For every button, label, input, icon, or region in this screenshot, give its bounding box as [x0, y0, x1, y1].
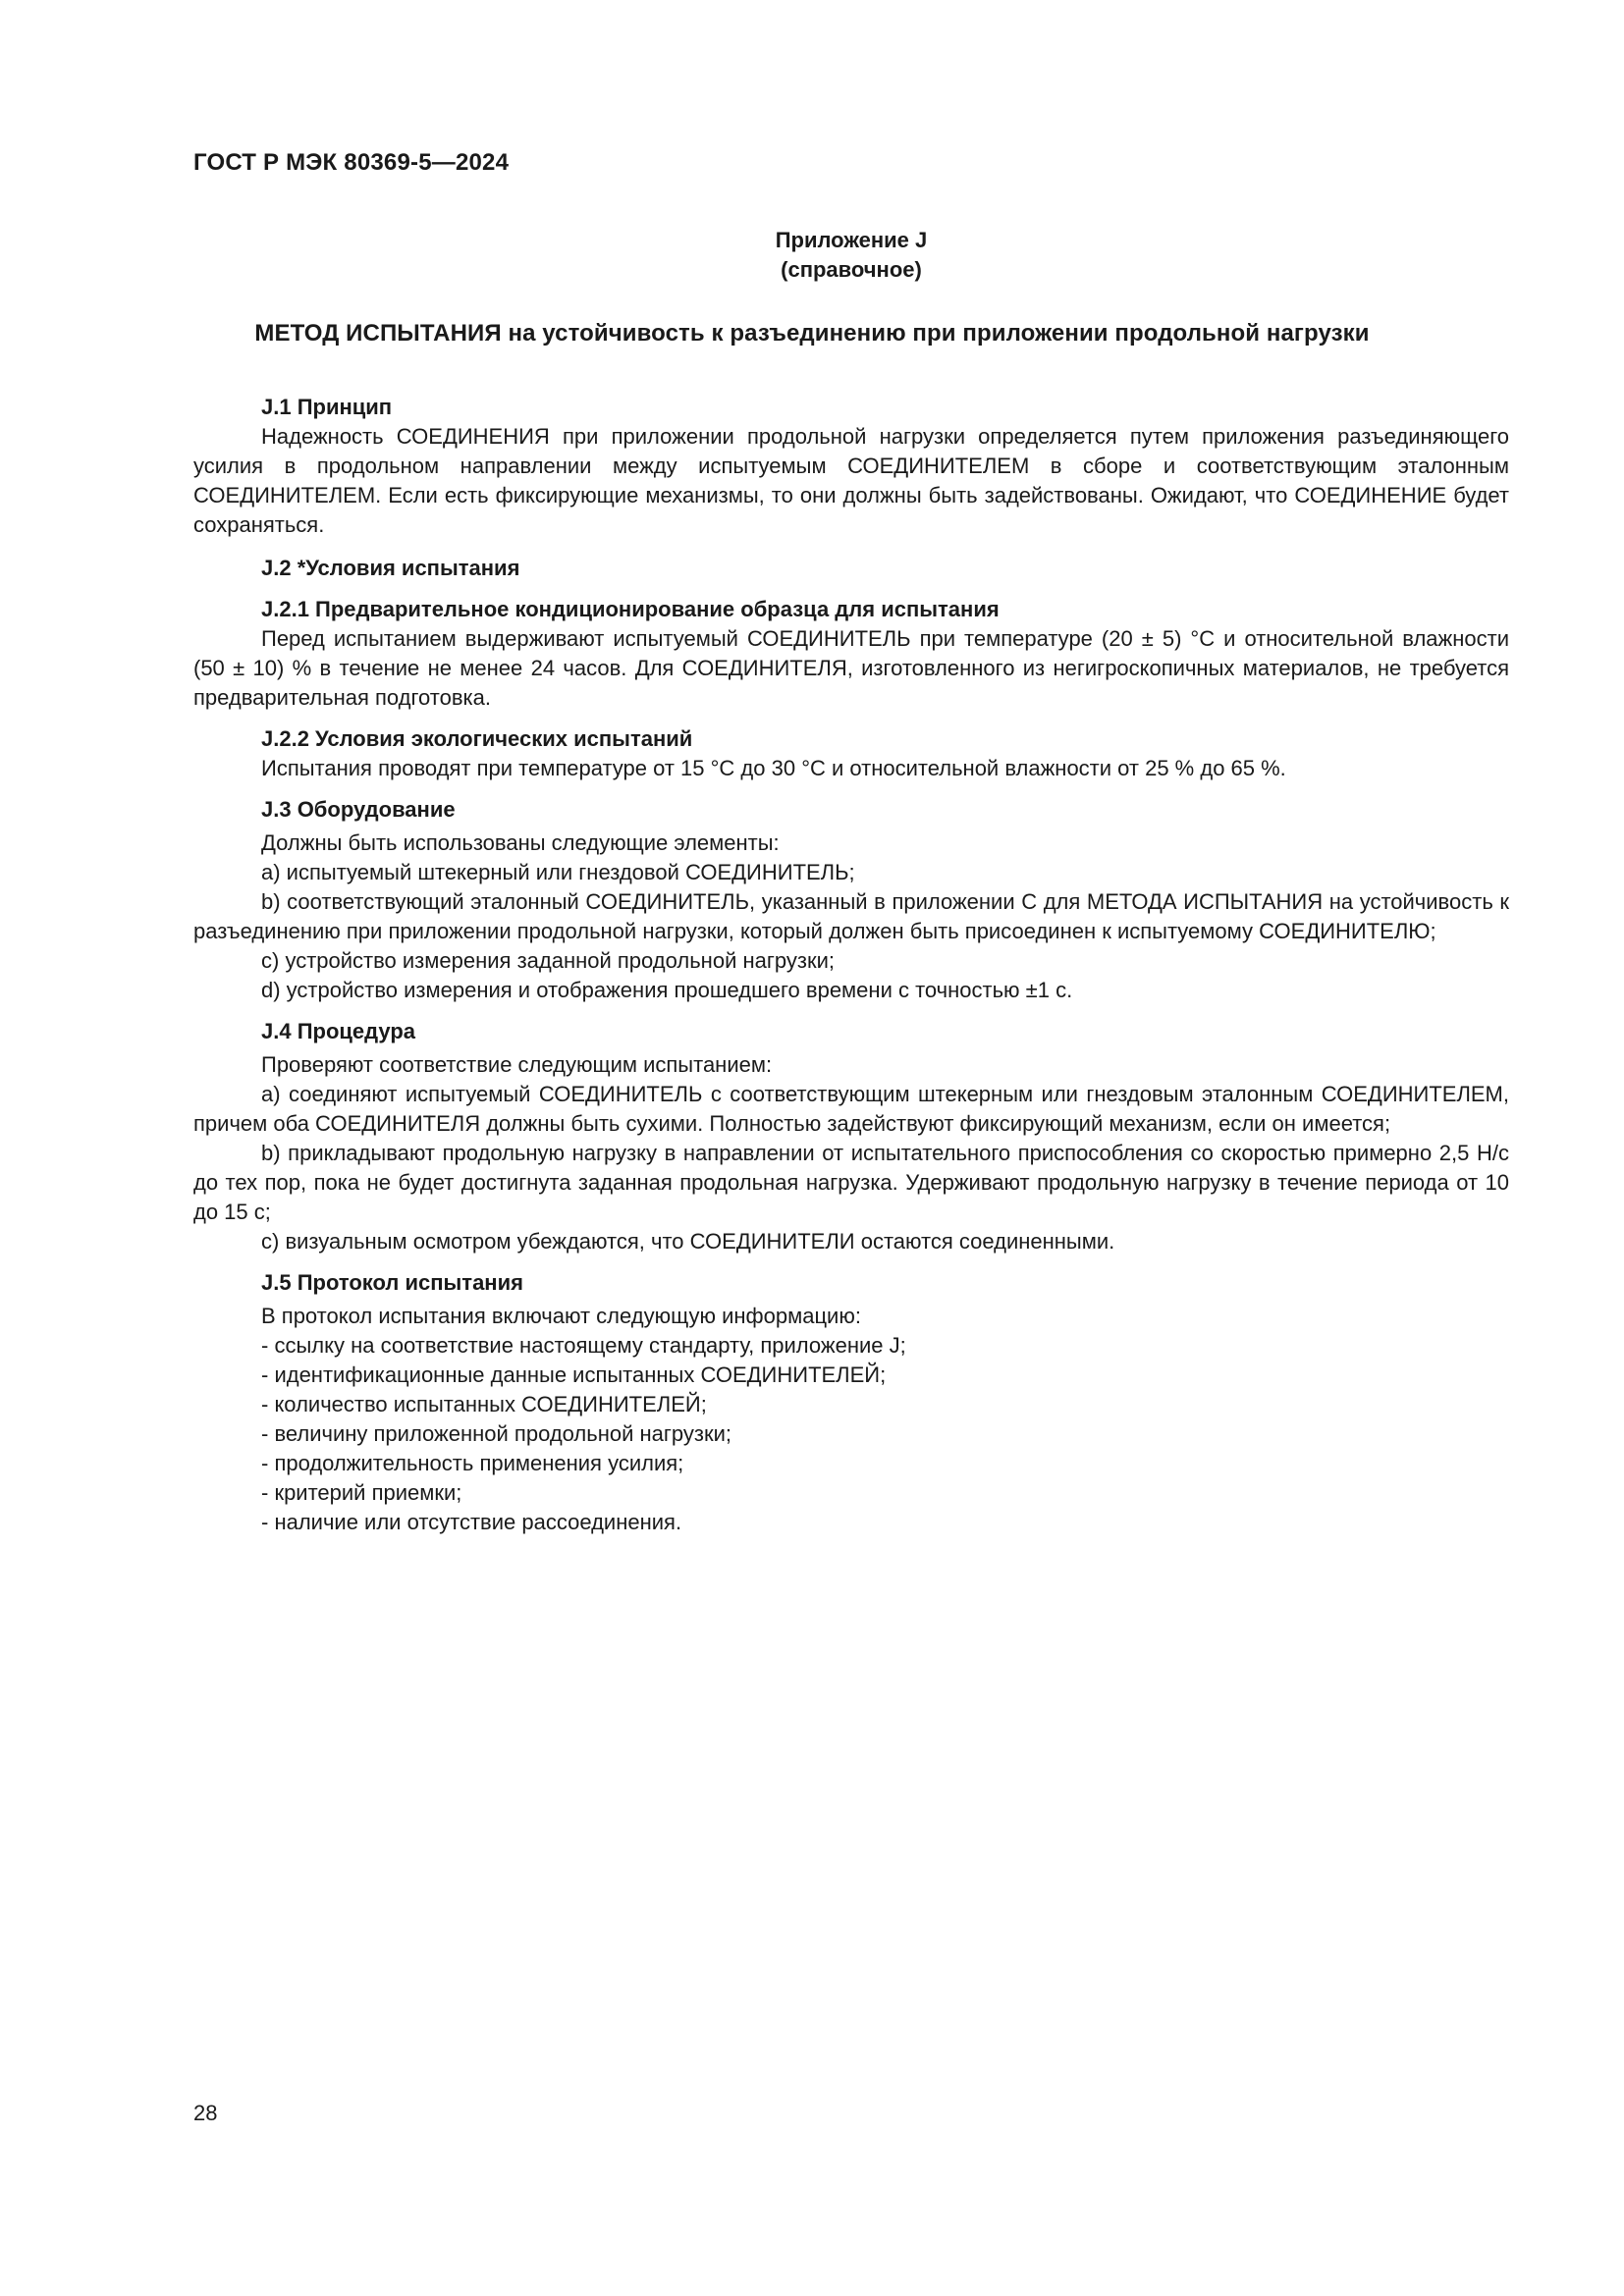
- list-item: a) соединяют испытуемый СОЕДИНИТЕЛЬ с соответствующим штекерным или гнездовым эталонным СОЕДИНИТЕЛЕМ, причем оба СОЕДИНИТЕЛЯ должны быть сухими. Полностью задействуют фиксирующий механизм, если он имеется;: [193, 1082, 1509, 1136]
- list-item: c) визуальным осмотром убеждаются, что СОЕДИНИТЕЛИ остаются соединенными.: [261, 1229, 1115, 1254]
- section-heading-j3: J.3 Оборудование: [261, 797, 456, 822]
- section-heading-j5: J.5 Протокол испытания: [261, 1270, 523, 1295]
- list-item: a) испытуемый штекерный или гнездовой СОЕДИНИТЕЛЬ;: [261, 860, 855, 884]
- list-item: - величину приложенной продольной нагрузки;: [261, 1421, 732, 1446]
- list-item: b) соответствующий эталонный СОЕДИНИТЕЛЬ, указанный в приложении С для МЕТОДА ИСПЫТАНИЯ на устойчивость к разъединению при приложении продольной нагрузки, который должен быть присоединен к испытуемому СОЕДИНИТЕЛЮ;: [193, 889, 1509, 943]
- section-intro-j5: В протокол испытания включают следующую информацию:: [261, 1304, 861, 1328]
- section-heading-j2: J.2 *Условия испытания: [261, 556, 520, 580]
- list-item: - ссылку на соответствие настоящему стандарту, приложение J;: [261, 1333, 906, 1358]
- list-item: b) прикладывают продольную нагрузку в направлении от испытательного приспособления со скоростью примерно 2,5 Н/с до тех пор, пока не будет достигнута заданная продольная нагрузка. Удерживают продольную нагрузку в течение периода от 10 до 15 с;: [193, 1141, 1509, 1224]
- section-intro-j3: Должны быть использованы следующие элементы:: [261, 830, 780, 855]
- section-heading-j22: J.2.2 Условия экологических испытаний: [261, 726, 693, 751]
- section-text-j1: Надежность СОЕДИНЕНИЯ при приложении продольной нагрузки определяется путем приложения разъединяющего усилия в продольном направлении между испытуемым СОЕДИНИТЕЛЕМ в сборе и соответствующим эталонным СОЕДИНИТЕЛЕМ. Если есть фиксирующие механизмы, то они должны быть задействованы. Ожидают, что СОЕДИНЕНИЕ будет сохраняться.: [193, 424, 1509, 537]
- section-heading-j21: J.2.1 Предварительное кондиционирование образца для испытания: [261, 597, 1000, 621]
- list-item: - количество испытанных СОЕДИНИТЕЛЕЙ;: [261, 1392, 707, 1416]
- list-item: - критерий приемки;: [261, 1480, 462, 1505]
- annex-label: Приложение J: [775, 228, 928, 252]
- annex-type: (справочное): [781, 257, 922, 282]
- list-item: - идентификационные данные испытанных СОЕДИНИТЕЛЕЙ;: [261, 1362, 887, 1387]
- document-body: [193, 393, 1509, 1537]
- section-text-j21: Перед испытанием выдерживают испытуемый СОЕДИНИТЕЛЬ при температуре (20 ± 5) °С и относительной влажности (50 ± 10) % в течение не менее 24 часов. Для СОЕДИНИТЕЛЯ, изготовленного из негигроскопичных материалов, не требуется предварительная подготовка.: [193, 626, 1509, 710]
- standard-code: ГОСТ Р МЭК 80369-5—2024: [193, 149, 510, 176]
- list-item: - продолжительность применения усилия;: [261, 1451, 684, 1475]
- section-heading-j4: J.4 Процедура: [261, 1019, 415, 1043]
- annex-title: МЕТОД ИСПЫТАНИЯ на устойчивость к разъединению при приложении продольной нагрузки: [254, 320, 1370, 347]
- list-item: d) устройство измерения и отображения прошедшего времени с точностью ±1 с.: [261, 978, 1073, 1002]
- section-text-j22: Испытания проводят при температуре от 15 °С до 30 °С и относительной влажности от 25 % до 65 %.: [261, 756, 1286, 780]
- section-intro-j4: Проверяют соответствие следующим испытанием:: [261, 1052, 773, 1077]
- page-number: 28: [193, 2101, 218, 2125]
- list-item: - наличие или отсутствие рассоединения.: [261, 1510, 682, 1534]
- section-heading-j1: J.1 Принцип: [261, 395, 393, 419]
- list-item: c) устройство измерения заданной продольной нагрузки;: [261, 948, 835, 973]
